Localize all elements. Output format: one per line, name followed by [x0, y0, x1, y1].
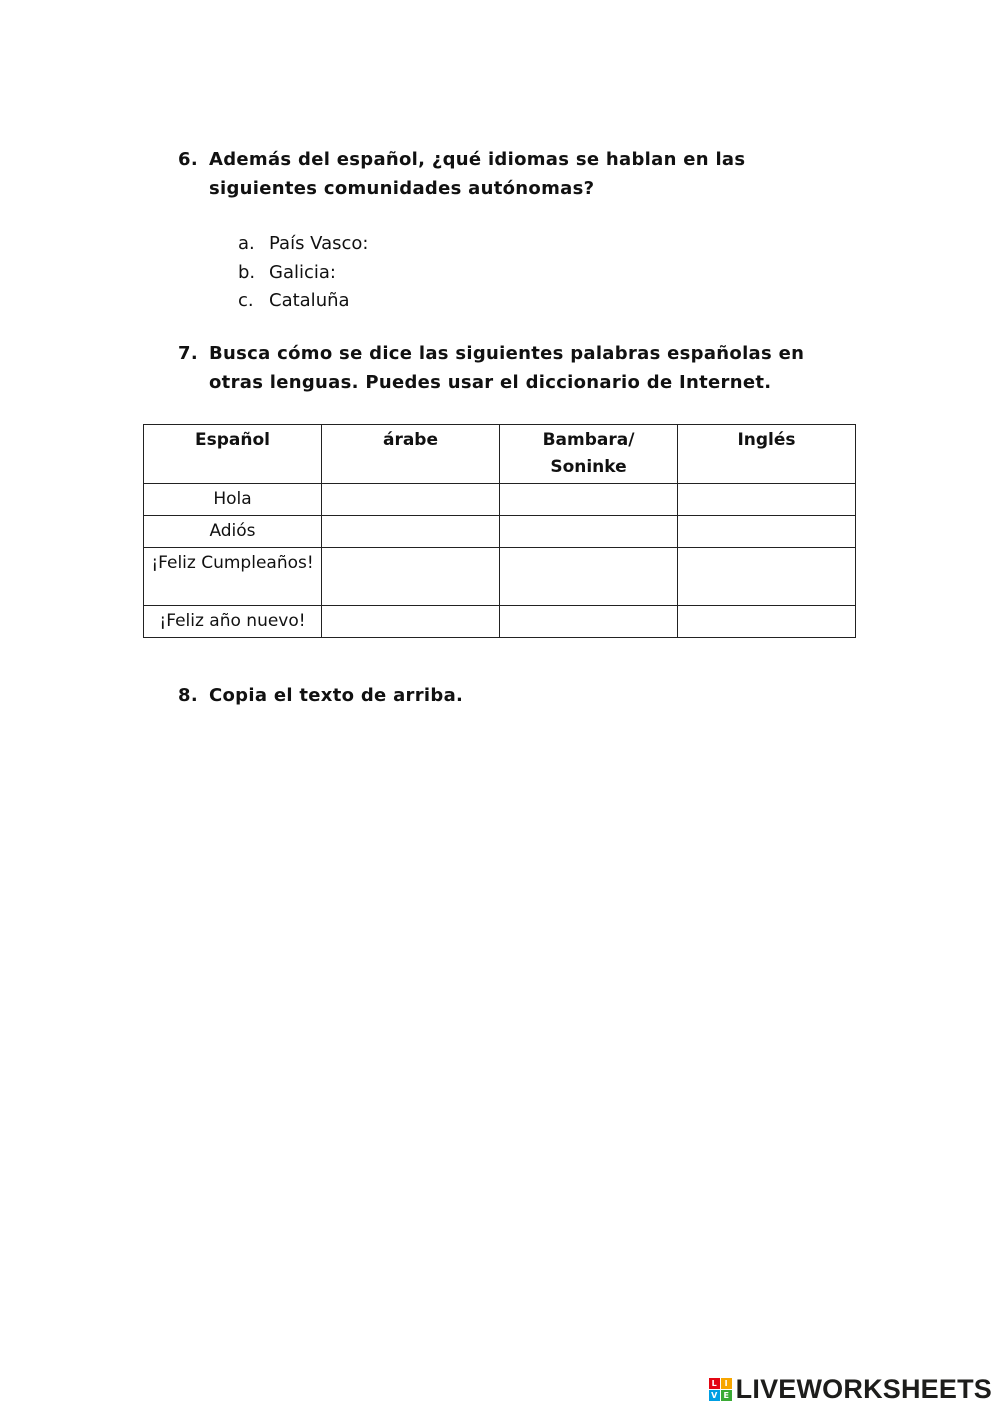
- word-cell: ¡Feliz año nuevo!: [144, 606, 322, 638]
- table-header-row: [144, 425, 856, 484]
- liveworksheets-logo-icon: [709, 1378, 732, 1401]
- answer-cell-ingles[interactable]: [678, 548, 856, 606]
- answer-cell-arabe[interactable]: [322, 516, 500, 548]
- table-row: [144, 606, 856, 638]
- liveworksheets-logo-text: LIVEWORKSHEETS: [735, 1374, 992, 1404]
- header-ingles: Inglés: [678, 425, 856, 484]
- answer-cell-arabe[interactable]: [322, 548, 500, 606]
- answer-cell-bambara-soninke[interactable]: [500, 484, 678, 516]
- answer-cell-bambara-soninke[interactable]: [500, 606, 678, 638]
- header-arabe: árabe: [322, 425, 500, 484]
- answer-item-label: País Vasco:: [269, 233, 369, 254]
- word-cell: Adiós: [144, 516, 322, 548]
- answer-cell-arabe[interactable]: [322, 606, 500, 638]
- answer-item-label: Cataluña: [269, 290, 350, 311]
- question-8-number: 8.: [178, 685, 198, 706]
- logo-mark-letter: L: [709, 1378, 720, 1389]
- answer-cell-bambara-soninke[interactable]: [500, 548, 678, 606]
- table-row: [144, 548, 856, 606]
- question-8: [178, 681, 838, 710]
- question-6-text: Además del español, ¿qué idiomas se hablan en las siguientes comunidades autónomas?: [209, 149, 746, 199]
- question-6-number: 6.: [178, 149, 198, 170]
- answer-cell-ingles[interactable]: [678, 606, 856, 638]
- word-cell: Hola: [144, 484, 322, 516]
- logo-mark-letter: E: [721, 1390, 732, 1401]
- logo-mark-letter: V: [709, 1390, 720, 1401]
- table-row: [144, 516, 856, 548]
- answer-cell-ingles[interactable]: [678, 484, 856, 516]
- question-6: [178, 145, 838, 203]
- answer-cell-bambara-soninke[interactable]: [500, 516, 678, 548]
- answer-cell-ingles[interactable]: [678, 516, 856, 548]
- header-espanol: Español: [144, 425, 322, 484]
- word-cell: ¡Feliz Cumpleaños!: [144, 548, 322, 606]
- answer-item-letter: c.: [238, 290, 254, 311]
- question-8-text: Copia el texto de arriba.: [209, 685, 464, 706]
- liveworksheets-logo: [709, 1374, 992, 1405]
- header-bambara-soninke: Bambara/ Soninke: [500, 425, 678, 484]
- translation-table: [143, 424, 856, 638]
- question-7-text: Busca cómo se dice las siguientes palabras españolas en otras lenguas. Puedes usar el diccionario de Internet.: [209, 343, 805, 393]
- answer-item-letter: a.: [238, 233, 255, 254]
- logo-mark-letter: I: [721, 1378, 732, 1389]
- question-7-number: 7.: [178, 343, 198, 364]
- question-7: [178, 339, 838, 397]
- answer-item-label: Galicia:: [269, 261, 336, 283]
- table-row: [144, 484, 856, 516]
- answer-cell-arabe[interactable]: [322, 484, 500, 516]
- answer-item-letter: b.: [238, 261, 256, 283]
